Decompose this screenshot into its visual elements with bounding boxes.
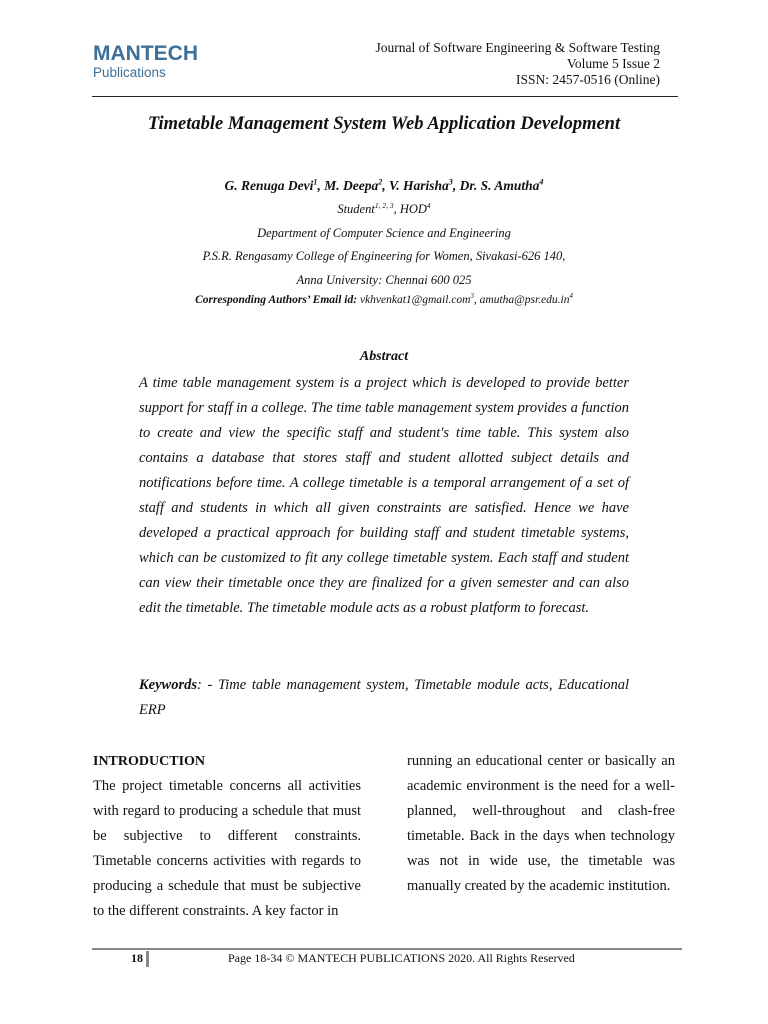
author-roles [0, 202, 768, 217]
role-hod: HOD [399, 202, 427, 216]
intro-left-text: The project timetable concerns all activities with regard to producing a schedule that must be subjective to different constraints. Timetable concerns activities with regards to producing a schedule that must be subjective to the different constraints. A key factor in [93, 778, 361, 919]
journal-name: Journal of Software Engineering & Software Testing [375, 40, 660, 55]
role-student-superscript: 1, 2, 3 [374, 200, 394, 210]
email-label: Corresponding Authors’ Email id: [195, 294, 358, 306]
college: P.S.R. Rengasamy College of Engineering for Women, Sivakasi-626 140, [202, 249, 566, 263]
keywords-label: Keywords [139, 677, 197, 693]
email-address: amutha@psr.edu.in [479, 294, 570, 306]
author-separator: , [452, 178, 460, 193]
author-separator: , [317, 178, 325, 193]
journal-issn: ISSN: 2457-0516 (Online) [516, 72, 660, 87]
logo-subtitle: Publications [93, 65, 166, 80]
author-separator: , [382, 178, 390, 193]
keywords [139, 673, 629, 723]
corresponding-email [0, 294, 768, 306]
email-superscript: 4 [569, 293, 573, 301]
author-name: Dr. S. Amutha [459, 178, 540, 193]
footer-divider [92, 948, 682, 950]
email-separator: , [473, 294, 480, 306]
author-superscript: 4 [539, 177, 544, 187]
intro-right-column [407, 749, 675, 899]
intro-right-text: running an educational center or basically an academic environment is the need for a well-planned, well-throughout and clash-free timetable. Back in the days when technology was not in wide use, the timetable was manually created by the academic institution. [407, 753, 675, 894]
author-superscript: 3 [448, 177, 453, 187]
publisher-logo [93, 42, 198, 83]
role-hod-superscript: 4 [426, 200, 431, 210]
role-student: Student [337, 202, 375, 216]
author-name: M. Deepa [324, 178, 379, 193]
abstract-heading: Abstract [359, 349, 409, 364]
department: Department of Computer Science and Engineering [257, 226, 511, 240]
journal-volume: Volume 5 Issue 2 [566, 56, 660, 71]
logo-wordmark: MANTECH [93, 42, 198, 65]
page-number-bar [146, 951, 149, 967]
header-divider [92, 96, 678, 97]
section-heading: INTRODUCTION [93, 754, 206, 769]
footer-copyright: Page 18-34 © MANTECH PUBLICATIONS 2020. All Rights Reserved [228, 951, 575, 965]
page-number: 18 [131, 951, 143, 965]
abstract-text: A time table management system is a project which is developed to provide better support for staff in a college. The time table management system provides a function to create and view the specific staff and student's time table. This system also contains a database that stores staff and student allotted subject details and notifications before time. A college timetable is a temporal arrangement of a set of staff and students in which all given constraints are satisfied. Hence we have developed a practical approach for building staff and student timetable systems, which can be customized to fit any college timetable system. Each staff and student can view their timetable once they are finalized for a given semester and can also edit the timetable. The timetable module acts as a robust platform to forecast. [139, 375, 629, 616]
author-name: G. Renuga Devi [224, 178, 314, 193]
email-superscript: 3 [470, 293, 474, 301]
role-separator: , [393, 202, 400, 216]
paper-title: Timetable Management System Web Application Development [147, 114, 621, 134]
author-name: V. Harisha [389, 178, 449, 193]
author-superscript: 1 [313, 177, 318, 187]
email-address: vkhvenkat1@gmail.com [359, 294, 471, 306]
author-superscript: 2 [378, 177, 383, 187]
journal-info [376, 40, 661, 88]
author-list [0, 178, 768, 194]
keywords-text: : - Time table management system, Timetable module acts, Educational ERP [139, 677, 629, 718]
intro-left-column [93, 749, 361, 924]
university: Anna University: Chennai 600 025 [296, 273, 472, 287]
